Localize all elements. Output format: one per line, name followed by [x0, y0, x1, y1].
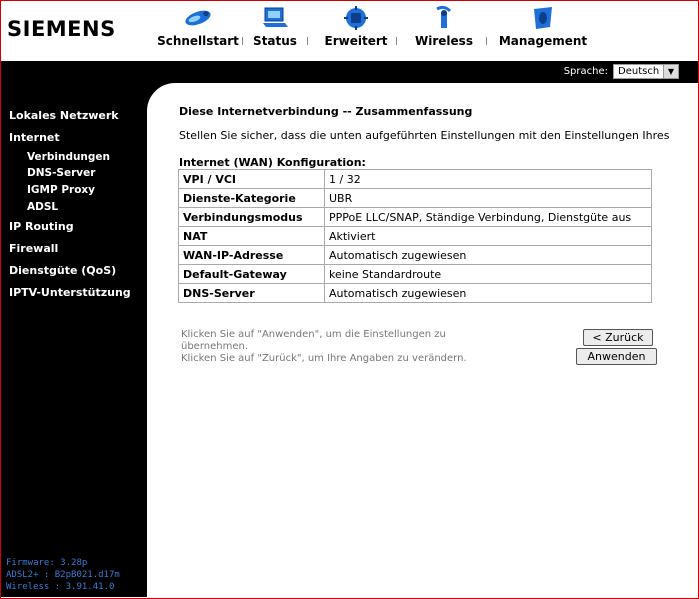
page-title: Diese Internetverbindung -- Zusammenfassung	[179, 105, 473, 118]
table-row	[179, 284, 652, 303]
monitor-icon	[260, 5, 290, 31]
sidebar-item-internet[interactable]: Internet	[9, 131, 60, 144]
main-nav	[1, 1, 698, 61]
firmware-version: Firmware: 3.28p	[6, 558, 88, 568]
adsl-version: ADSL2+ : B2pB021.d17m	[6, 570, 120, 580]
sidebar-item-iptv[interactable]: IPTV-Unterstützung	[9, 286, 131, 299]
hint-apply: Klicken Sie auf "Anwenden", um die Einstellungen zu	[181, 329, 446, 340]
row-value: UBR	[325, 189, 652, 208]
row-key: Verbindungsmodus	[179, 208, 325, 227]
nav-erweitert[interactable]: Erweitert	[323, 5, 389, 57]
row-value: 1 / 32	[325, 170, 652, 189]
sidebar-item-ip-routing[interactable]: IP Routing	[9, 220, 74, 233]
sidebar-item-igmp-proxy[interactable]: IGMP Proxy	[27, 184, 96, 196]
row-value: PPPoE LLC/SNAP, Ständige Verbindung, Dienstgüte aus	[325, 208, 652, 227]
back-button[interactable]: < Zurück	[583, 329, 653, 346]
chip-icon	[341, 5, 371, 31]
table-row	[179, 189, 652, 208]
language-selector	[564, 64, 679, 79]
table-row	[179, 208, 652, 227]
language-value: Deutsch	[618, 66, 660, 77]
table-row	[179, 265, 652, 284]
row-value: Automatisch zugewiesen	[325, 284, 652, 303]
row-key: DNS-Server	[179, 284, 325, 303]
row-key: NAT	[179, 227, 325, 246]
brand-logo: SIEMENS	[7, 17, 116, 41]
table-row	[179, 170, 652, 189]
sidebar-item-lokales-netzwerk[interactable]: Lokales Netzwerk	[9, 109, 119, 122]
section-heading: Internet (WAN) Konfiguration:	[179, 156, 366, 169]
sidebar-item-dns-server[interactable]: DNS-Server	[27, 167, 96, 179]
row-value: Aktiviert	[325, 227, 652, 246]
table-row	[179, 246, 652, 265]
intro-text: Stellen Sie sicher, dass die unten aufgeführten Einstellungen mit den Einstellungen Ihres	[179, 129, 670, 142]
rocket-icon	[183, 5, 213, 31]
hint-apply-cont: übernehmen.	[181, 341, 249, 352]
row-key: VPI / VCI	[179, 170, 325, 189]
nav-status[interactable]: Status	[251, 5, 299, 57]
sidebar-item-adsl[interactable]: ADSL	[27, 201, 59, 213]
main-content	[147, 83, 698, 597]
language-label: Sprache:	[563, 66, 608, 77]
wan-config-table	[178, 169, 652, 303]
nav-schnellstart[interactable]: Schnellstart	[159, 5, 237, 57]
management-icon	[528, 5, 558, 31]
wireless-version: Wireless : 3.91.41.0	[6, 582, 115, 592]
nav-separator	[242, 37, 243, 45]
row-key: Dienste-Kategorie	[179, 189, 325, 208]
row-key: WAN-IP-Adresse	[179, 246, 325, 265]
row-value: Automatisch zugewiesen	[325, 246, 652, 265]
row-key: Default-Gateway	[179, 265, 325, 284]
hint-back: Klicken Sie auf "Zurück", um Ihre Angaben zu verändern.	[181, 353, 467, 364]
row-value: keine Standardroute	[325, 265, 652, 284]
nav-wireless[interactable]: Wireless	[413, 5, 475, 57]
sidebar-item-verbindungen[interactable]: Verbindungen	[27, 151, 111, 163]
apply-button[interactable]: Anwenden	[576, 348, 657, 365]
language-select[interactable]	[613, 64, 679, 79]
antenna-icon	[429, 5, 459, 31]
sidebar	[1, 83, 147, 597]
sidebar-item-qos[interactable]: Dienstgüte (QoS)	[9, 264, 117, 277]
sidebar-item-firewall[interactable]: Firewall	[9, 242, 59, 255]
nav-management[interactable]: Management	[503, 5, 583, 57]
nav-separator	[396, 37, 397, 45]
nav-separator	[307, 37, 308, 45]
header	[1, 1, 698, 61]
nav-separator	[486, 37, 487, 45]
chevron-down-icon[interactable]: ▼	[663, 65, 678, 78]
table-row	[179, 227, 652, 246]
